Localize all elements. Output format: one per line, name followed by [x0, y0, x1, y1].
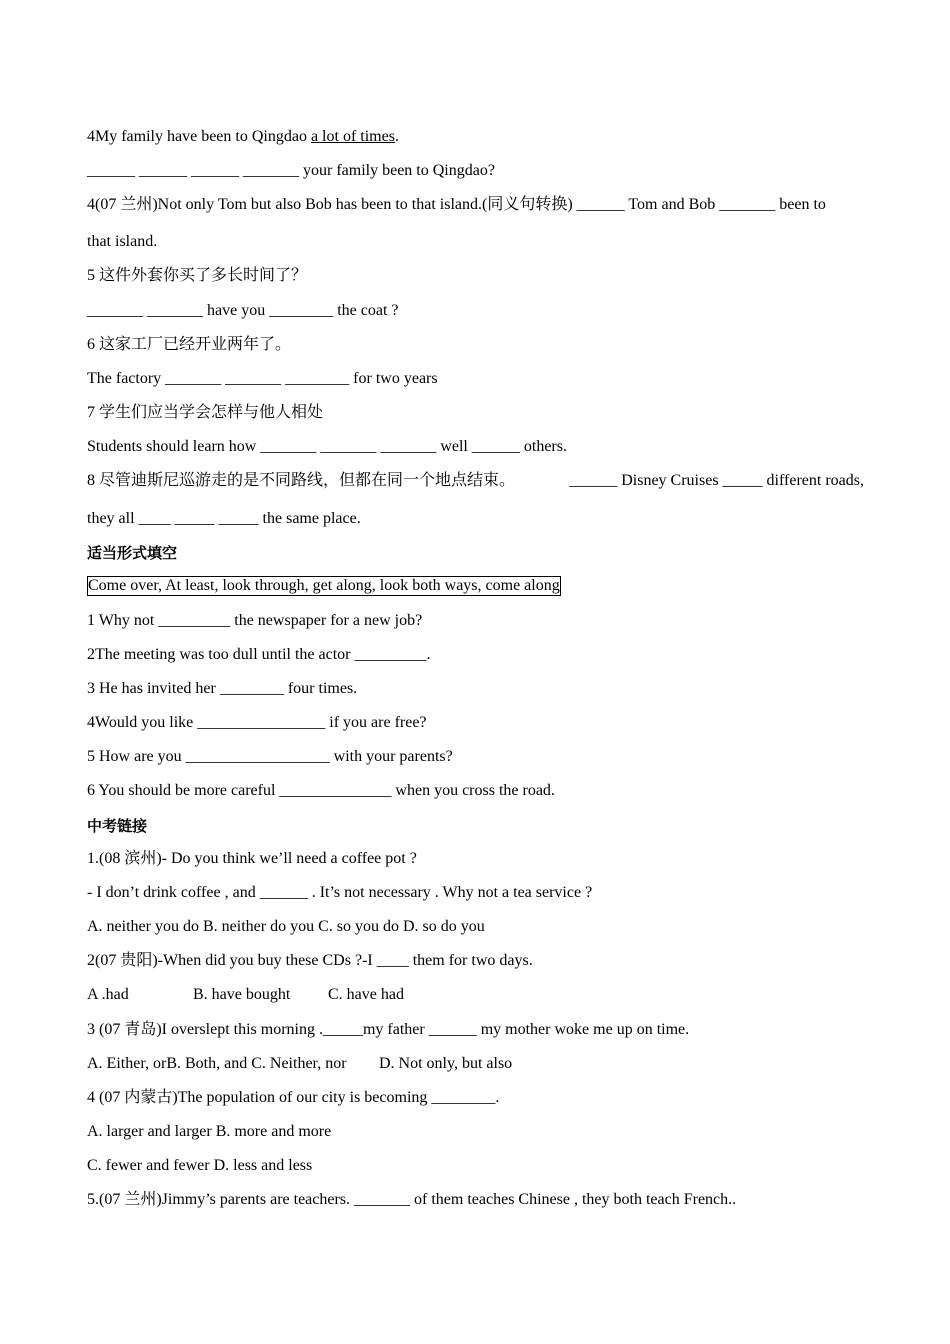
question-7-chinese: 7 学生们应当学会怎样与他人相处	[87, 404, 324, 421]
exam-q4-options-2: C. fewer and fewer D. less and less	[87, 1157, 313, 1174]
word-box-line	[87, 576, 561, 596]
fill-item-3: 3 He has invited her ________ four times.	[87, 680, 358, 697]
question-7-english: Students should learn how _______ _______ _______ well ______ others.	[87, 438, 567, 455]
exam-q3: 3 (07 青岛)I overslept this morning ._____my father ______ my mother woke me up on time.	[87, 1021, 690, 1038]
fill-item-2: 2The meeting was too dull until the actor _________.	[87, 646, 431, 663]
exam-q2-option-c: C. have had	[328, 986, 404, 1003]
question-8-chinese: 8 尽管迪斯尼巡游走的是不同路线，但都在同一个地点结束。	[87, 472, 516, 489]
question-8-english: ______ Disney Cruises _____ different roads,	[569, 472, 864, 489]
exam-q2-options	[87, 985, 404, 1005]
question-5-english: _______ _______ have you ________ the coat ?	[87, 302, 399, 319]
exam-q2: 2(07 贵阳)-When did you buy these CDs ?-I ____ them for two days.	[87, 952, 533, 969]
question-6-chinese: 6 这家工厂已经开业两年了。	[87, 336, 292, 353]
exam-q2-option-b: B. have bought	[193, 986, 291, 1003]
exam-q1: 1.(08 滨州)- Do you think we’ll need a coffee pot ?	[87, 850, 417, 867]
fill-item-6: 6 You should be more careful ______________ when you cross the road.	[87, 782, 555, 799]
section-heading-exam-links: 中考链接	[87, 817, 148, 835]
fill-item-4: 4Would you like ________________ if you are free?	[87, 714, 427, 731]
question-4-prefix: 4My family have been to Qingdao	[87, 128, 311, 145]
question-4-underlined-phrase: a lot of times	[310, 128, 395, 145]
exam-q4: 4 (07 内蒙古)The population of our city is becoming ________.	[87, 1089, 500, 1106]
question-4b-continuation: that island.	[87, 233, 158, 250]
exam-q5: 5.(07 兰州)Jimmy’s parents are teachers. _______ of them teaches Chinese , they both teach French..	[87, 1191, 737, 1208]
fill-item-1: 1 Why not _________ the newspaper for a new job?	[87, 612, 423, 629]
question-6-english: The factory _______ _______ ________ for two years	[87, 370, 438, 387]
word-box: Come over, At least, look through, get along, look both ways, come along	[88, 577, 560, 594]
fill-item-5: 5 How are you __________________ with your parents?	[87, 748, 453, 765]
question-4-sentence	[87, 127, 399, 147]
question-4-suffix: .	[394, 128, 399, 145]
question-8-line	[87, 471, 864, 491]
exam-q1-reply: - I don’t drink coffee , and ______ . It’s not necessary . Why not a tea service ?	[87, 884, 593, 901]
exam-q3-options-abc: A. Either, orB. Both, and C. Neither, nor	[87, 1055, 347, 1072]
exam-q1-options: A. neither you do B. neither do you C. so you do D. so do you	[87, 918, 485, 935]
question-4-blank-line: ______ ______ ______ _______ your family been to Qingdao?	[87, 162, 495, 179]
question-4b-line: 4(07 兰州)Not only Tom but also Bob has been to that island.(同义句转换) ______ Tom and Bob _______ been to	[87, 196, 826, 213]
exam-q4-options-1: A. larger and larger B. more and more	[87, 1123, 332, 1140]
document-page	[87, 0, 877, 1344]
exam-q2-option-a: A .had	[87, 986, 129, 1003]
exam-q3-option-d: D. Not only, but also	[379, 1055, 513, 1072]
question-8-continuation: they all ____ _____ _____ the same place.	[87, 510, 361, 527]
question-5-chinese: 5 这件外套你买了多长时间了？	[87, 267, 308, 284]
section-heading-fill-in: 适当形式填空	[87, 544, 178, 562]
exam-q3-options	[87, 1054, 512, 1074]
